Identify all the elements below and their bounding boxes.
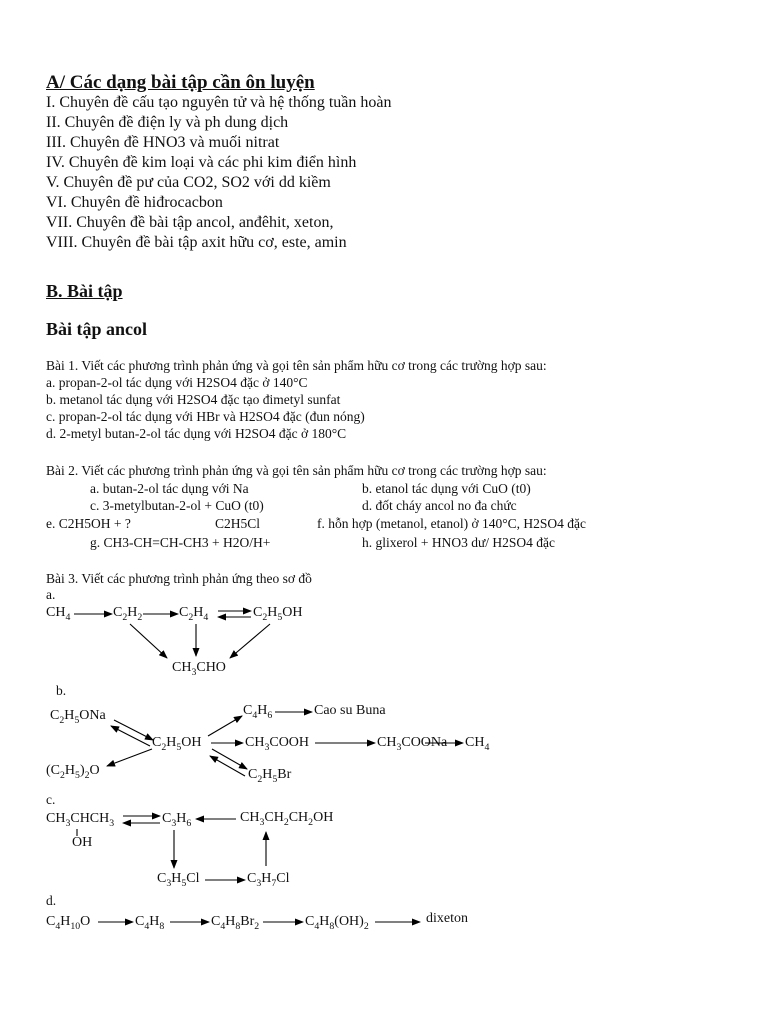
arrow-a-c2h2-ch3cho [130,624,167,658]
toc-item-8: VIII. Chuyên đề bài tập axit hữu cơ, este, amin [46,234,347,251]
toc-item-1: I. Chuyên đề cấu tạo nguyên tử và hệ thống tuần hoàn [46,94,392,111]
scheme-d-c4h8: $C_4H_8$ [135,914,165,932]
toc-item-2: II. Chuyên đề điện ly và ph dung dịch [46,114,289,131]
bai2-item-f: f. hỗn hợp (metanol, etanol) ở 140°C, H2SO4 đặc [317,516,587,531]
scheme-a-c2h2: $C_2H_2$ [113,605,143,623]
scheme-c-c3h7cl: $C_3H_7Cl$ [247,871,290,889]
section-b-heading: B. Bài tập [46,281,123,301]
scheme-b-c2h5oh: $C_2H_5OH$ [152,735,202,753]
scheme-b-ch3coona: $CH_3COONa$ [377,735,448,753]
bai2-item-h: h. glixerol + HNO3 dư/ H2SO4 đặc [362,535,556,550]
toc-item-5: V. Chuyên đề pư của CO2, SO2 với dd kiềm [46,174,331,191]
scheme-c-c3h5cl: $C_3H_5Cl$ [157,871,200,889]
bai1-item-d: d. 2-metyl butan-2-ol tác dụng với H2SO4 đặc ở 180°C [46,426,347,441]
scheme-a-c2h5oh: $C_2H_5OH$ [253,605,303,623]
scheme-d-dixeton: dixeton [426,911,468,926]
scheme-d-c4h8oh2: $C_4H_8(OH)_2$ [305,914,369,932]
bai1-item-b: b. metanol tác dụng với H2SO4 đặc tạo đimetyl sunfat [46,392,341,407]
bai2-title: Bài 2. Viết các phương trình phản ứng và gọi tên sản phẩm hữu cơ trong các trường hợp sau: [46,463,547,478]
bai1-item-a: a. propan-2-ol tác dụng với H2SO4 đặc ở 140°C [46,375,308,390]
scheme-b-ch4: $CH_4$ [465,735,490,753]
toc-item-4: IV. Chuyên đề kim loại và các phi kim điển hình [46,154,357,171]
scheme-c-ch3chch3: $CH_3CHCH_3$ [46,811,115,829]
scheme-b-caosu: Cao su Buna [314,703,386,718]
scheme-a-ch4: $CH_4$ [46,605,71,623]
bai2-item-a: a. butan-2-ol tác dụng với Na [90,481,249,496]
scheme-b-c2h5br: $C_2H_5Br$ [248,767,292,785]
toc-item-3: III. Chuyên đề HNO3 và muối nitrat [46,134,280,151]
scheme-c-label: c. [46,792,56,807]
toc-item-6: VI. Chuyên đề hiđrocacbon [46,194,223,211]
scheme-a-c2h4: $C_2H_4$ [179,605,209,623]
ancol-subheading: Bài tập ancol [46,319,148,339]
arrow-b-c2h5oh-c2h5br [212,749,247,769]
scheme-b-label: b. [56,683,67,698]
bai2-item-d: d. đốt cháy ancol no đa chức [362,498,517,513]
scheme-b-c2h5ona: $C_2H_5ONa$ [50,708,106,726]
arrow-a-c2h5oh-ch3cho [230,624,270,658]
bai1-item-c: c. propan-2-ol tác dụng với HBr và H2SO4 đặc (đun nóng) [46,409,365,424]
scheme-d-c4h10o: $C_4H_{10}O$ [46,914,91,932]
bai2-item-e-left: e. C2H5OH + ? [46,516,131,531]
section-a-heading: A/ Các dạng bài tập cần ôn luyện [46,72,315,93]
bai2-item-b: b. etanol tác dụng với CuO (t0) [362,481,531,496]
scheme-c-propanol: $CH_3CH_2CH_2OH$ [240,810,334,828]
scheme-d-label: d. [46,893,57,908]
scheme-c-oh: OH [72,835,93,850]
scheme-d-c4h8br2: $C_4H_8Br_2$ [211,914,260,932]
scheme-b-ether: $(C_2H_5)_2O$ [46,763,100,781]
scheme-b-c4h6: $C_4H_6$ [243,703,273,721]
toc-item-7: VII. Chuyên đề bài tập ancol, anđêhit, xeton, [46,214,334,231]
scheme-b-ch3cooh: $CH_3COOH$ [245,735,310,753]
bai2-item-c: c. 3-metylbutan-2-ol + CuO (t0) [90,498,264,513]
bai3-title: Bài 3. Viết các phương trình phản ứng theo sơ đồ [46,571,312,586]
arrow-b-c2h5br-c2h5oh [210,756,245,776]
scheme-a-ch3cho: $CH_3CHO$ [172,660,226,678]
arrow-b-c2h5oh-c4h6 [208,716,242,736]
bai2-item-g: g. CH3-CH=CH-CH3 + H2O/H+ [90,535,271,550]
scheme-c-c3h6: $C_3H_6$ [162,811,192,829]
scheme-a-label: a. [46,587,56,602]
arrow-b-c2h5oh-ether [107,749,152,766]
bai1-title: Bài 1. Viết các phương trình phản ứng và gọi tên sản phẩm hữu cơ trong các trường hợp sau: [46,358,547,373]
bai2-item-e-right: C2H5Cl [215,516,261,531]
